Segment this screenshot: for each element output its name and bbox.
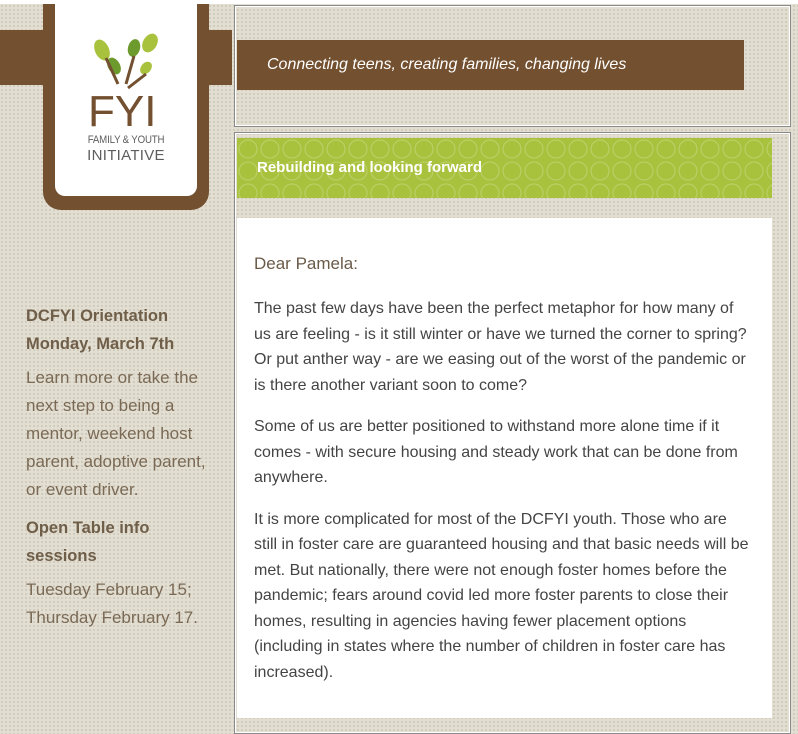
logo-subtitle-line1: FAMILY & YOUTH — [87, 134, 165, 146]
svg-text:FYI: FYI — [88, 87, 157, 132]
paragraph-1: The past few days have been the perfect metaphor for how many of us are feeling - is it still winter or have we turned the corner to spring? Or put anther way - are we easing out of the worst of the pandemic or is there another variant soon to come? — [254, 300, 747, 394]
event1-title-line2: Monday, March 7th — [26, 335, 175, 353]
sidebar — [26, 302, 216, 642]
logo-card[interactable] — [43, 4, 209, 210]
fyi-tree-logo-icon — [88, 32, 164, 132]
logo-subtitle-line2: INITIATIVE — [87, 147, 165, 164]
paragraph-3: It is more complicated for most of the DCFYI youth. Those who are still in foster care are guaranteed housing and that basic needs will be met. But nationally, there were not enough foster homes before the pandemic; fears around covid led more foster parents to close their homes, resulting in agencies having fewer placement options (including in states where the number of children in foster care has increased). — [254, 510, 749, 681]
tagline-banner: Connecting teens, creating families, changing lives — [237, 40, 744, 90]
event2-dates: Tuesday February 15; Thursday February 17. — [26, 580, 198, 627]
greeting: Dear Pamela: — [254, 254, 358, 273]
event1-title-line1: DCFYI Orientation — [26, 307, 169, 325]
event1-description: Learn more or take the next step to being a mentor, weekend host parent, adoptive parent, or event driver. — [26, 368, 206, 499]
email-subject-banner: Rebuilding and looking forward — [237, 138, 772, 198]
paragraph-2: Some of us are better positioned to withstand more alone time if it comes - with secure housing and steady work that can be done from anywhere. — [254, 418, 738, 486]
email-body — [237, 218, 772, 718]
logo-panel — [55, 4, 197, 196]
event2-title: Open Table info sessions — [26, 519, 150, 565]
